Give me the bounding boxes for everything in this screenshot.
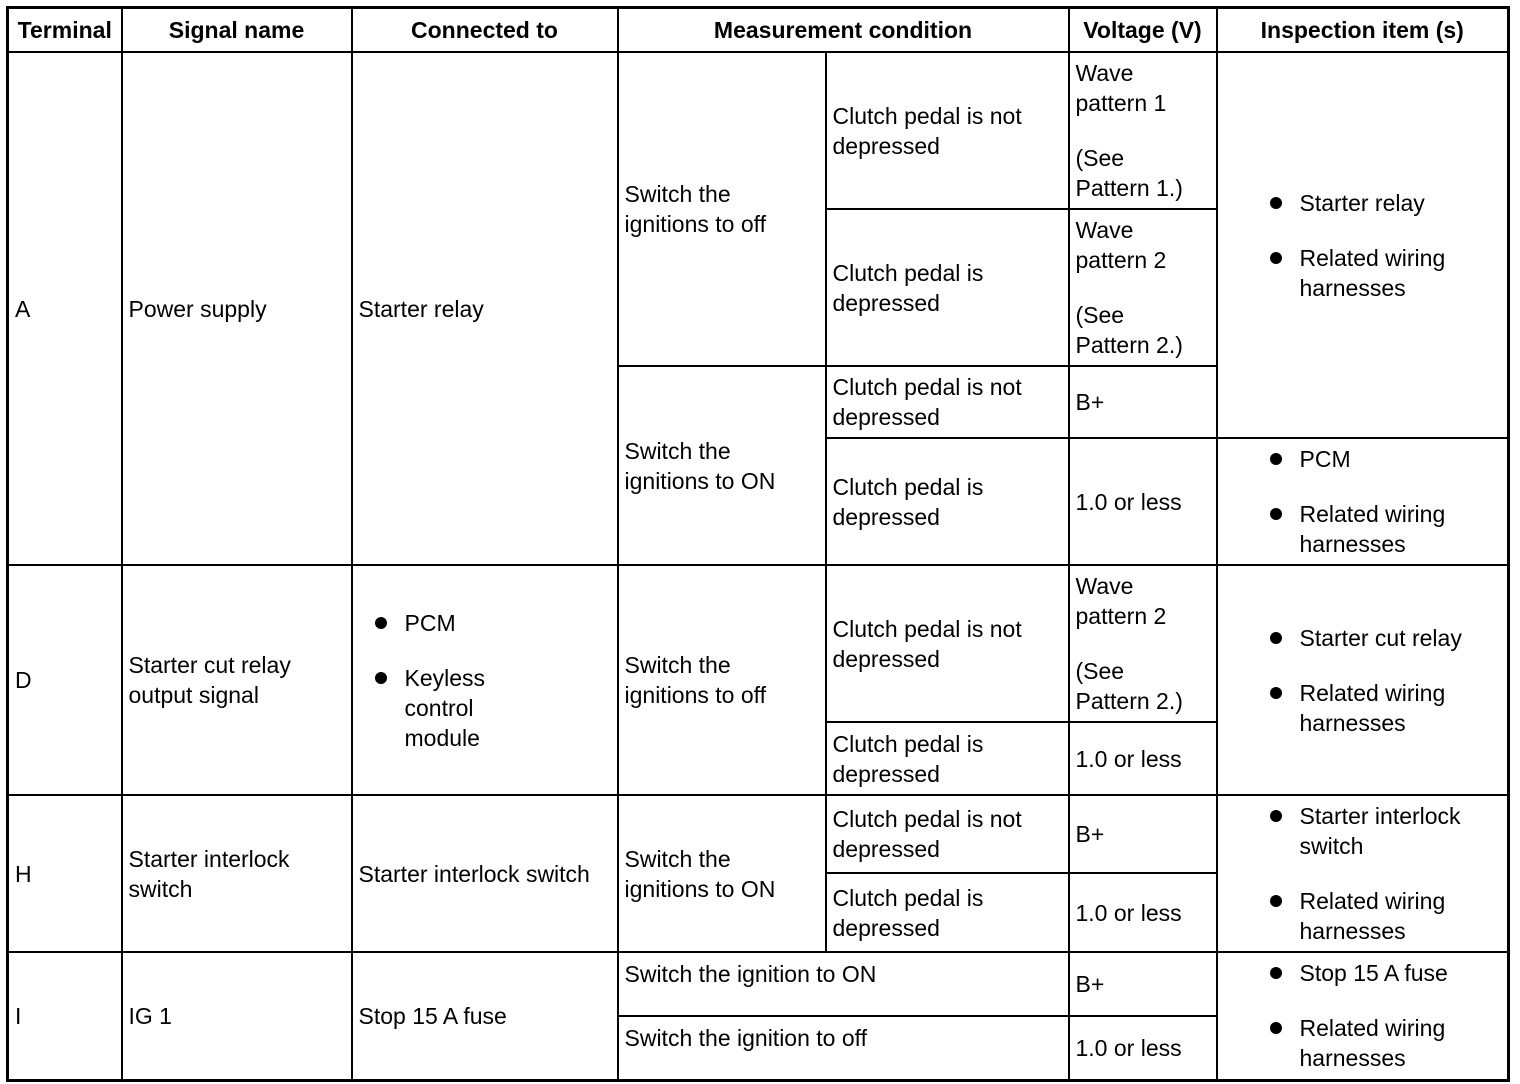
voltage-cell: 1.0 or less: [1069, 722, 1217, 795]
inspection-item: Related wiring harnesses: [1224, 499, 1502, 559]
condition-cell: Switch the ignition to off: [618, 1016, 1069, 1080]
inspection-item: Starter relay: [1224, 188, 1502, 218]
connected-to-cell: Stop 15 A fuse: [352, 952, 618, 1080]
inspection-item: Related wiring harnesses: [1224, 678, 1502, 738]
connected-to-list: [329, 608, 611, 753]
voltage-cell: [1069, 52, 1217, 209]
inspection-list: [1224, 958, 1502, 1073]
inspection-list: [1224, 801, 1502, 946]
bullet-icon: [375, 617, 387, 629]
sub-condition-cell: Clutch pedal is not depressed: [826, 565, 1069, 722]
header-connected-to: Connected to: [352, 8, 618, 53]
header-inspection-items: Inspection item (s): [1217, 8, 1509, 53]
header-measurement-condition: Measurement condition: [618, 8, 1069, 53]
sub-condition-cell: Clutch pedal is depressed: [826, 209, 1069, 366]
inspection-list: [1224, 623, 1502, 738]
condition-cell: Switch the ignitions to ON: [618, 366, 826, 565]
voltage-cell: [1069, 565, 1217, 722]
inspection-cell: [1217, 438, 1509, 565]
sub-condition-cell: Clutch pedal is not depressed: [826, 366, 1069, 438]
voltage-cell: 1.0 or less: [1069, 1016, 1217, 1080]
voltage-cell: B+: [1069, 795, 1217, 873]
signal-name-cell: Starter cut relay output signal: [122, 565, 352, 795]
voltage-see-pattern: (See Pattern 1.): [1075, 145, 1183, 201]
header-voltage: Voltage (V): [1069, 8, 1217, 53]
voltage-cell: [1069, 209, 1217, 366]
bullet-icon: [1270, 810, 1282, 822]
bullet-icon: [1270, 687, 1282, 699]
inspection-item: Stop 15 A fuse: [1224, 958, 1502, 988]
bullet-icon: [1270, 895, 1282, 907]
bullet-icon: [1270, 1022, 1282, 1034]
condition-cell: Switch the ignitions to off: [618, 52, 826, 366]
bullet-icon: [1270, 508, 1282, 520]
connected-to-cell: Starter interlock switch: [352, 795, 618, 952]
sub-condition-cell: Clutch pedal is depressed: [826, 438, 1069, 565]
inspection-item: Starter cut relay: [1224, 623, 1502, 653]
sub-condition-cell: Clutch pedal is not depressed: [826, 52, 1069, 209]
table-row: [8, 52, 1509, 209]
signal-name-cell: Starter interlock switch: [122, 795, 352, 952]
condition-cell: Switch the ignitions to ON: [618, 795, 826, 952]
voltage-cell: B+: [1069, 952, 1217, 1016]
voltage-see-pattern: (See Pattern 2.): [1075, 658, 1183, 714]
inspection-list: [1224, 188, 1502, 303]
inspection-item: Related wiring harnesses: [1224, 1013, 1502, 1073]
terminal-cell: I: [8, 952, 122, 1080]
inspection-item: Related wiring harnesses: [1224, 243, 1502, 303]
connected-to-item: PCM: [329, 608, 611, 638]
bullet-icon: [1270, 632, 1282, 644]
header-row: [8, 8, 1509, 53]
inspection-list: [1224, 444, 1502, 559]
terminal-voltage-table: [6, 6, 1510, 1082]
signal-name-cell: IG 1: [122, 952, 352, 1080]
inspection-item: Starter interlock switch: [1224, 801, 1502, 861]
inspection-item: PCM: [1224, 444, 1502, 474]
voltage-see-pattern: (See Pattern 2.): [1075, 302, 1183, 358]
sub-condition-cell: Clutch pedal is depressed: [826, 873, 1069, 952]
inspection-cell: [1217, 952, 1509, 1080]
connected-to-cell: [352, 565, 618, 795]
header-terminal: Terminal: [8, 8, 122, 53]
voltage-cell: 1.0 or less: [1069, 438, 1217, 565]
bullet-icon: [1270, 197, 1282, 209]
table-row: [8, 952, 1509, 1016]
inspection-item: Related wiring harnesses: [1224, 886, 1502, 946]
voltage-wave-label: Wave pattern 1: [1075, 60, 1167, 116]
connected-to-cell: Starter relay: [352, 52, 618, 565]
bullet-icon: [375, 672, 387, 684]
bullet-icon: [1270, 967, 1282, 979]
condition-cell: Switch the ignition to ON: [618, 952, 1069, 1016]
bullet-icon: [1270, 252, 1282, 264]
signal-name-cell: Power supply: [122, 52, 352, 565]
bullet-icon: [1270, 453, 1282, 465]
header-signal-name: Signal name: [122, 8, 352, 53]
connected-to-item: Keyless control module: [329, 663, 611, 753]
voltage-wave-label: Wave pattern 2: [1075, 217, 1167, 273]
terminal-cell: D: [8, 565, 122, 795]
inspection-cell: [1217, 565, 1509, 795]
terminal-cell: A: [8, 52, 122, 565]
sub-condition-cell: Clutch pedal is depressed: [826, 722, 1069, 795]
inspection-cell: [1217, 795, 1509, 952]
condition-cell: Switch the ignitions to off: [618, 565, 826, 795]
table-row: [8, 795, 1509, 873]
terminal-cell: H: [8, 795, 122, 952]
voltage-cell: B+: [1069, 366, 1217, 438]
inspection-cell: [1217, 52, 1509, 438]
voltage-wave-label: Wave pattern 2: [1075, 573, 1167, 629]
table-row: [8, 565, 1509, 722]
sub-condition-cell: Clutch pedal is not depressed: [826, 795, 1069, 873]
voltage-cell: 1.0 or less: [1069, 873, 1217, 952]
